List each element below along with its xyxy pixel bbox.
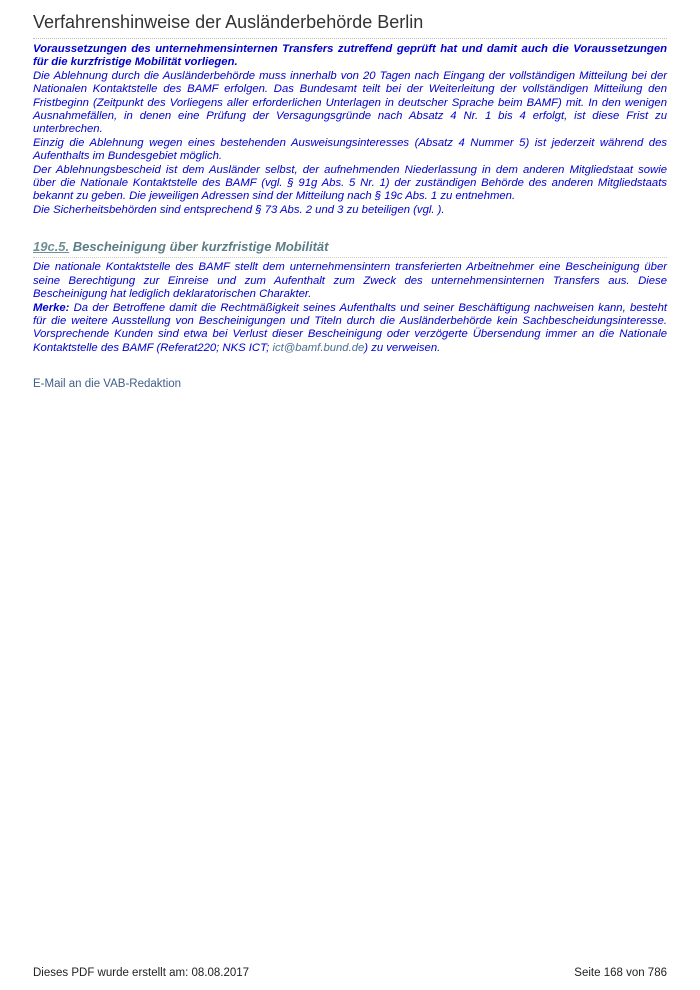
footer-page-number: Seite 168 von 786 bbox=[574, 967, 667, 979]
section-title: Bescheinigung über kurzfristige Mobilität bbox=[72, 239, 329, 255]
section-number-link[interactable]: 19c.5. bbox=[33, 239, 70, 255]
intro-paragraph-1: Voraussetzungen des unternehmensinternen Transfers zutreffend geprüft hat und damit auch die Voraussetzungen für die kurzfristige Mobilität vorliegen. bbox=[33, 43, 667, 69]
email-address-link[interactable]: ict@bamf.bund.de bbox=[272, 341, 365, 354]
email-editorial-link[interactable]: E-Mail an die VAB-Redaktion bbox=[33, 378, 182, 391]
section-body bbox=[33, 261, 667, 355]
page-title: Verfahrenshinweise der Ausländerbehörde Berlin bbox=[33, 12, 424, 32]
section-heading bbox=[33, 239, 667, 258]
merke-end: ) zu verweisen. bbox=[364, 341, 441, 354]
footer-created-date: Dieses PDF wurde erstellt am: 08.08.2017 bbox=[33, 967, 250, 979]
merke-label: Merke: bbox=[33, 301, 70, 314]
section-paragraph: Die nationale Kontaktstelle des BAMF stellt dem unternehmensintern transferierten Arbeitnehmer eine Bescheinigung über seine Berechtigung zur Einreise und zum Aufenthalt zum Zweck des unternehmensinternen Transfers aus. Diese Bescheinigung hat lediglich deklaratorischen Charakter. bbox=[33, 261, 667, 301]
document-content bbox=[33, 43, 667, 390]
intro-paragraph-3: Einzig die Ablehnung wegen eines bestehenden Ausweisungsinteresses (Absatz 4 Nummer 5) ist jederzeit während des Aufenthalts im Bundesgebiet möglich. bbox=[33, 136, 667, 163]
intro-paragraph-4: Der Ablehnungsbescheid ist dem Ausländer selbst, der aufnehmenden Niederlassung in dem anderen Mitgliedstaat sowie über die Nationale Kontaktstelle des BAMF (vgl. § 91g Abs. 5 Nr. 1) der zuständigen Behörde des anderen Mitgliedstaats bekannt zu geben. Die jeweiligen Adressen sind der Mitteilung nach § 19c Abs. 1 zu entnehmen. bbox=[33, 163, 667, 203]
intro-paragraph-5: Die Sicherheitsbehörden sind entsprechend § 73 Abs. 2 und 3 zu beteiligen (vgl. ). bbox=[33, 203, 445, 216]
intro-paragraph-2: Die Ablehnung durch die Ausländerbehörde muss innerhalb von 20 Tagen nach Eingang der vollständigen Mitteilung bei der Nationalen Kontaktstelle des BAMF erfolgen. Das Bundesamt teilt bei der Weiterleitung der vollständigen Mitteilung den Fristbeginn (Zeitpunkt des Vorliegens aller erforderlichen Unterlagen in deutscher Sprache beim BAMF) mit. In den wenigen Ausnahmefällen, in denen eine Prüfung der Versagungsgründe nach Absatz 4 Nr. 1 bis 4 erfolgt, ist diese Frist zu unterbrechen. bbox=[33, 69, 667, 136]
merke-paragraph bbox=[33, 302, 667, 356]
merke-text: Da der Betroffene damit die Rechtmäßigkeit seines Aufenthalts und seiner Beschäftigung nachweisen kann, besteht für die weitere Ausstellung von Bescheinigungen und Titeln durch die Ausländerbehörde kein Sachbescheidungsinteresse. Vorsprechende Kunden sind etwa bei Verlust dieser Bescheinigung oder verzögerte Übersendung immer an die Nationale Kontaktstelle des BAMF (Referat220; NKS ICT; bbox=[33, 301, 667, 354]
title-divider bbox=[33, 38, 667, 39]
